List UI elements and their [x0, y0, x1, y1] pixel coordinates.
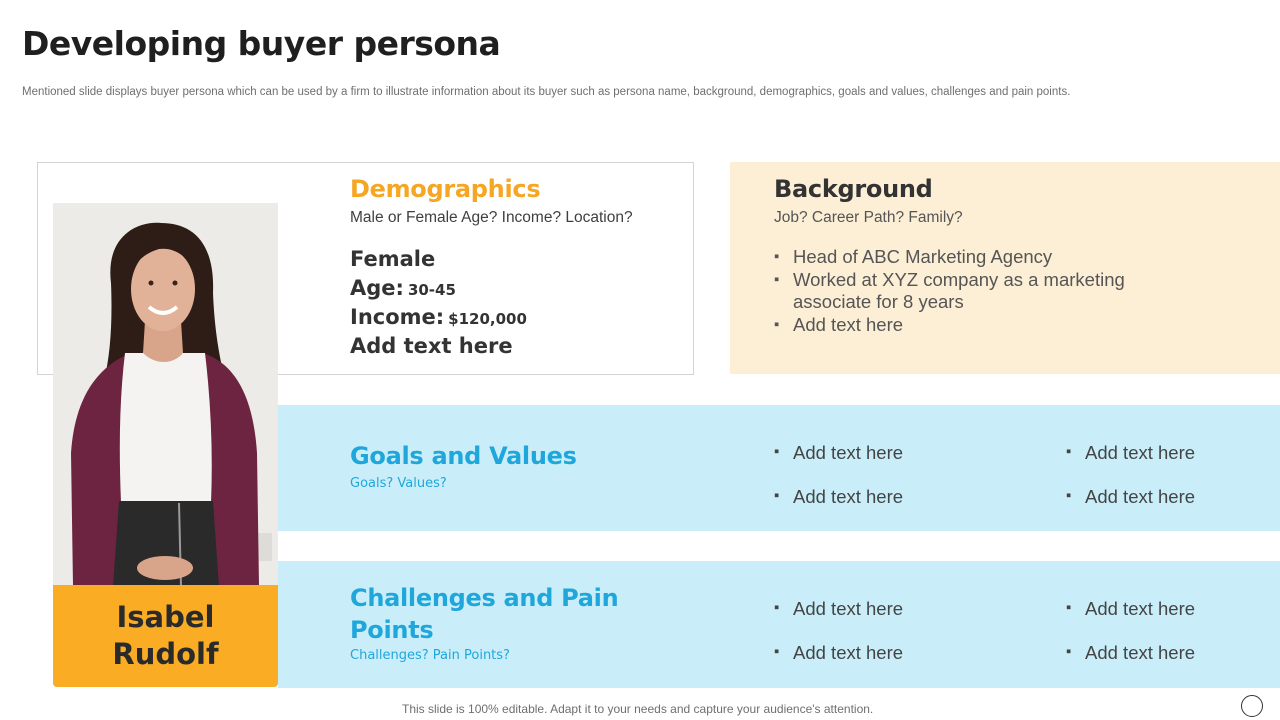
persona-name-box — [53, 585, 278, 687]
demographics-gender: Female — [350, 247, 436, 271]
footer-note: This slide is 100% editable. Adapt it to your needs and capture your audience's attention. — [402, 702, 874, 716]
list-item: ▪ Add text here — [774, 598, 903, 620]
list-item: ▪ Add text here — [774, 442, 903, 464]
income-value: $120,000 — [448, 310, 527, 328]
demographics-income: Income: $120,000 — [350, 305, 527, 329]
page-title: Developing buyer persona — [22, 24, 501, 63]
list-item: ▪ Add text here — [1066, 486, 1195, 508]
list-item: ▪ Add text here — [774, 642, 903, 664]
background-question: Job? Career Path? Family? — [774, 209, 963, 226]
demographics-extra: Add text here — [350, 334, 513, 358]
list-item: ▪ Add text here — [1066, 442, 1195, 464]
background-heading: Background — [774, 175, 933, 203]
goals-heading: Goals and Values — [350, 442, 577, 470]
demographics-heading: Demographics — [350, 175, 541, 203]
list-item: ▪ Add text here — [774, 314, 1154, 337]
background-list — [774, 246, 1154, 336]
list-item: ▪ Add text here — [1066, 598, 1195, 620]
persona-name: Isabel Rudolf — [112, 600, 219, 671]
page-subtitle: Mentioned slide displays buyer persona which can be used by a firm to illustrate information about its buyer such as persona name, background, demographics, goals and values, challenges and pain points. — [22, 86, 1071, 98]
list-item: ▪ Add text here — [774, 486, 903, 508]
goals-question: Goals? Values? — [350, 476, 447, 491]
demographics-details — [350, 245, 527, 361]
demographics-age: Age: 30-45 — [350, 276, 456, 300]
age-value: 30-45 — [407, 281, 456, 299]
income-label: Income — [350, 305, 436, 329]
persona-photo — [53, 203, 278, 586]
list-item: ▪ Head of ABC Marketing Agency — [774, 246, 1154, 269]
age-label: Age — [350, 276, 396, 300]
challenges-question: Challenges? Pain Points? — [350, 648, 510, 663]
list-item: ▪ Worked at XYZ company as a marketing associate for 8 years — [774, 269, 1154, 314]
demographics-question: Male or Female Age? Income? Location? — [350, 209, 633, 226]
challenges-heading: Challenges and Pain Points — [350, 584, 619, 644]
person-photo-icon — [53, 203, 278, 586]
list-item: ▪ Add text here — [1066, 642, 1195, 664]
circle-button[interactable] — [1241, 695, 1263, 717]
